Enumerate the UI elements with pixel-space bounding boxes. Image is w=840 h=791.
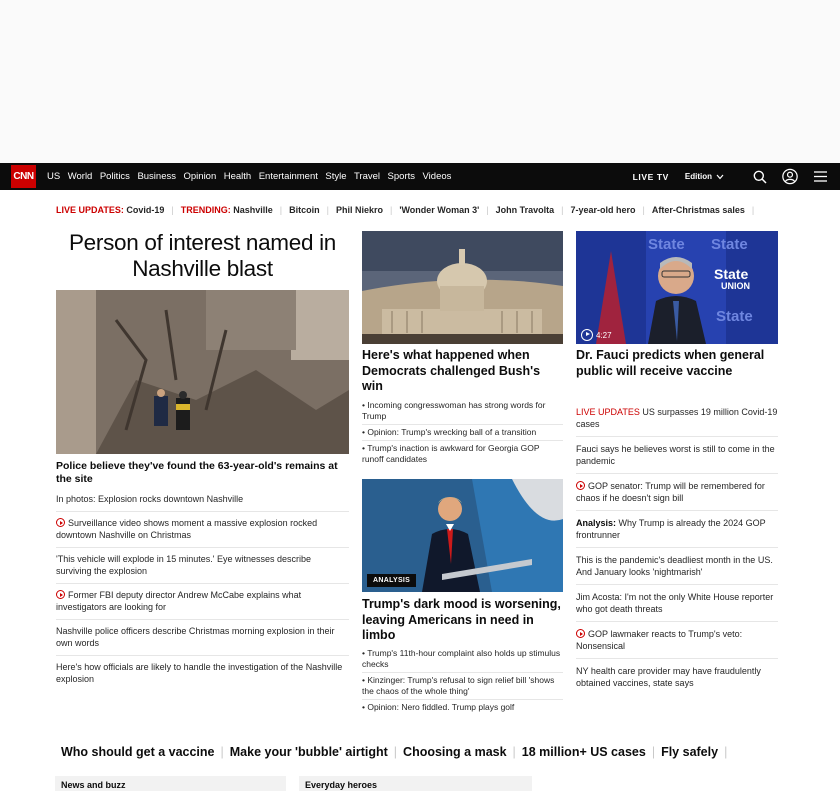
edition-label: Edition	[684, 172, 712, 181]
list-item[interactable]	[576, 477, 778, 511]
list-item-text: NY health care provider may have fraudulently obtained vaccines, state says	[576, 666, 761, 688]
live-tv-link[interactable]: LIVE TV	[632, 171, 669, 182]
list-item-text: Fauci says he believes worst is still to come in the pandemic	[576, 444, 775, 466]
list-item[interactable]	[56, 620, 349, 656]
list-item-text: Opinion: Trump's wrecking ball of a transition	[367, 427, 537, 437]
nav-link-videos[interactable]: Videos	[422, 171, 452, 182]
play-icon	[576, 629, 585, 638]
story-bullets	[362, 400, 563, 469]
analysis-badge: ANALYSIS	[367, 574, 416, 587]
section-heading-news-and-buzz: News and buzz	[55, 776, 286, 791]
svg-text:UNION: UNION	[721, 281, 750, 291]
list-item-text: Why Trump is already the 2024 GOP frontrunner	[576, 518, 766, 540]
list-item-text: Opinion: Nero fiddled. Trump plays golf	[367, 702, 515, 712]
trending-bar: LIVE UPDATES: Covid-19 | TRENDING: Nashville | Bitcoin | Phil Niekro | 'Wonder Woman 3' | John Travolta | 7-year-old hero | After-Christmas sales |	[56, 205, 755, 215]
play-icon	[56, 518, 65, 527]
list-item[interactable]: • Trump's inaction is awkward for Georgia GOP runoff candidates	[362, 443, 540, 464]
list-item-text: Kinzinger: Trump's refusal to sign relief bill 'shows the chaos of the whole thing'	[362, 675, 555, 696]
nav-link-travel[interactable]: Travel	[354, 171, 381, 182]
svg-text:State: State	[648, 236, 685, 253]
list-item-text: US surpasses 19 million Covid-19 cases	[576, 407, 778, 429]
list-item[interactable]: • Kinzinger: Trump's refusal to sign relief bill 'shows the chaos of the whole thing'	[362, 675, 563, 700]
list-item[interactable]	[576, 514, 778, 548]
list-item-text: Former FBI deputy director Andrew McCabe explains what investigators are looking for	[56, 590, 302, 612]
nav-links	[47, 163, 459, 190]
nav-link-politics[interactable]: Politics	[99, 171, 130, 182]
lead-story	[56, 230, 349, 282]
list-item-text: GOP lawmaker reacts to Trump's veto: Nonsensical	[576, 629, 743, 651]
list-item-text: Trump's inaction is awkward for Georgia GOP runoff candidates	[362, 443, 540, 464]
nav-link-entertainment[interactable]: Entertainment	[258, 171, 318, 182]
list-item-text: Incoming congresswoman has strong words for Trump	[362, 400, 546, 421]
trump-photo[interactable]	[362, 479, 563, 592]
ad-space	[0, 0, 840, 163]
trending-label: TRENDING:	[180, 205, 231, 215]
nav-link-business[interactable]: Business	[137, 171, 176, 182]
edition-dropdown[interactable]	[685, 172, 724, 181]
story-headline[interactable]: Here's what happened when Democrats challenged Bush's win	[362, 348, 541, 393]
capitol-photo[interactable]	[362, 231, 563, 344]
list-item-text: Jim Acosta: I'm not the only White House reporter who got death threats	[576, 592, 774, 614]
trending-link[interactable]: Bitcoin	[289, 205, 320, 215]
nav-link-opinion[interactable]: Opinion	[183, 171, 217, 182]
account-icon[interactable]	[782, 169, 798, 185]
list-item[interactable]	[56, 584, 349, 620]
top-navbar	[0, 163, 840, 190]
lead-photo[interactable]	[56, 290, 349, 454]
list-item-text: This is the pandemic's deadliest month in the US. And January looks 'nightmarish'	[576, 555, 773, 577]
list-item[interactable]	[56, 656, 349, 691]
list-item[interactable]	[576, 662, 778, 695]
nav-link-us[interactable]: US	[47, 171, 61, 182]
list-item[interactable]: • Trump's 11th-hour complaint also holds up stimulus checks	[362, 648, 563, 673]
trending-link[interactable]: Phil Niekro	[335, 205, 383, 215]
list-item[interactable]	[576, 551, 778, 585]
list-item[interactable]	[576, 440, 778, 474]
nav-right	[633, 163, 828, 190]
cnn-logo[interactable]: CNN	[11, 165, 36, 188]
list-item-text: GOP senator: Trump will be remembered for chaos if he doesn't sign bill	[576, 481, 765, 503]
story-bullets	[362, 648, 563, 717]
list-item[interactable]: • Opinion: Trump's wrecking ball of a transition	[362, 427, 563, 441]
chevron-down-icon	[716, 174, 724, 180]
svg-text:State: State	[716, 308, 753, 325]
list-item[interactable]	[576, 588, 778, 622]
nav-link-style[interactable]: Style	[325, 171, 347, 182]
trending-link[interactable]: After-Christmas sales	[651, 205, 745, 215]
right-related-links	[576, 403, 778, 698]
list-item-text: Surveillance video shows moment a massive explosion rocked downtown Nashville on Christmas	[56, 518, 318, 540]
list-item[interactable]: • Incoming congresswoman has strong words for Trump	[362, 400, 563, 425]
story-headline[interactable]: Dr. Fauci predicts when general public will receive vaccine	[576, 348, 765, 378]
topic-link[interactable]: 18 million+ US cases	[521, 745, 646, 759]
trending-link[interactable]: John Travolta	[495, 205, 555, 215]
nav-link-health[interactable]: Health	[223, 171, 252, 182]
play-icon	[576, 481, 585, 490]
live-updates-label: LIVE UPDATES:	[56, 205, 124, 215]
trending-link[interactable]: 7-year-old hero	[570, 205, 636, 215]
lead-related-links	[56, 488, 349, 691]
list-item-text: Here's how officials are likely to handle the investigation of the Nashville explosion	[56, 662, 343, 684]
nav-link-sports[interactable]: Sports	[387, 171, 416, 182]
section-heading-everyday-heroes: Everyday heroes	[299, 776, 532, 791]
trending-link[interactable]: Nashville	[233, 205, 273, 215]
list-item-text: 'This vehicle will explode in 15 minutes.' Eye witnesses describe surviving the explosion	[56, 554, 312, 576]
list-item[interactable]	[56, 548, 349, 584]
state-of-the-union-logo	[576, 231, 778, 344]
search-icon[interactable]	[752, 169, 768, 185]
list-item[interactable]	[576, 403, 778, 437]
list-item-text: Nashville police officers describe Christmas morning explosion in their own words	[56, 626, 335, 648]
trending-link[interactable]: 'Wonder Woman 3'	[399, 205, 480, 215]
video-duration	[581, 329, 612, 341]
play-icon	[56, 590, 65, 599]
live-updates-label: LIVE UPDATES	[576, 407, 640, 417]
story-headline[interactable]: Trump's dark mood is worsening, leaving Americans in need in limbo	[362, 597, 561, 642]
list-item[interactable]: • Opinion: Nero fiddled. Trump plays golf	[362, 702, 515, 712]
list-item-text: Trump's 11th-hour complaint also holds up stimulus checks	[362, 648, 561, 669]
menu-icon[interactable]	[812, 169, 828, 185]
list-item[interactable]	[576, 625, 778, 659]
svg-text:State: State	[714, 266, 749, 282]
lead-headline[interactable]: Person of interest named in Nashville blast	[68, 230, 337, 281]
topics-bar: Who should get a vaccine | Make your 'bubble' airtight | Choosing a mask | 18 million+ US cases | Fly safely |	[61, 745, 728, 759]
nav-link-world[interactable]: World	[67, 171, 93, 182]
play-icon	[581, 329, 593, 341]
topic-link[interactable]: Who should get a vaccine	[61, 745, 215, 759]
topic-link[interactable]: Choosing a mask	[403, 745, 507, 759]
list-item[interactable]	[56, 488, 349, 512]
analysis-label: Analysis:	[576, 518, 617, 528]
fauci-video-thumbnail[interactable]	[576, 231, 778, 344]
list-item[interactable]	[56, 512, 349, 548]
list-item-text: In photos: Explosion rocks downtown Nashville	[56, 494, 244, 504]
lead-caption[interactable]: Police believe they've found the 63-year-old's remains at the site	[56, 460, 338, 485]
topic-link[interactable]: Fly safely	[661, 745, 719, 759]
svg-text:State: State	[711, 236, 748, 253]
video-duration-text: 4:27	[596, 330, 612, 340]
live-updates-link[interactable]: Covid-19	[126, 205, 165, 215]
topic-link[interactable]: Make your 'bubble' airtight	[229, 745, 388, 759]
